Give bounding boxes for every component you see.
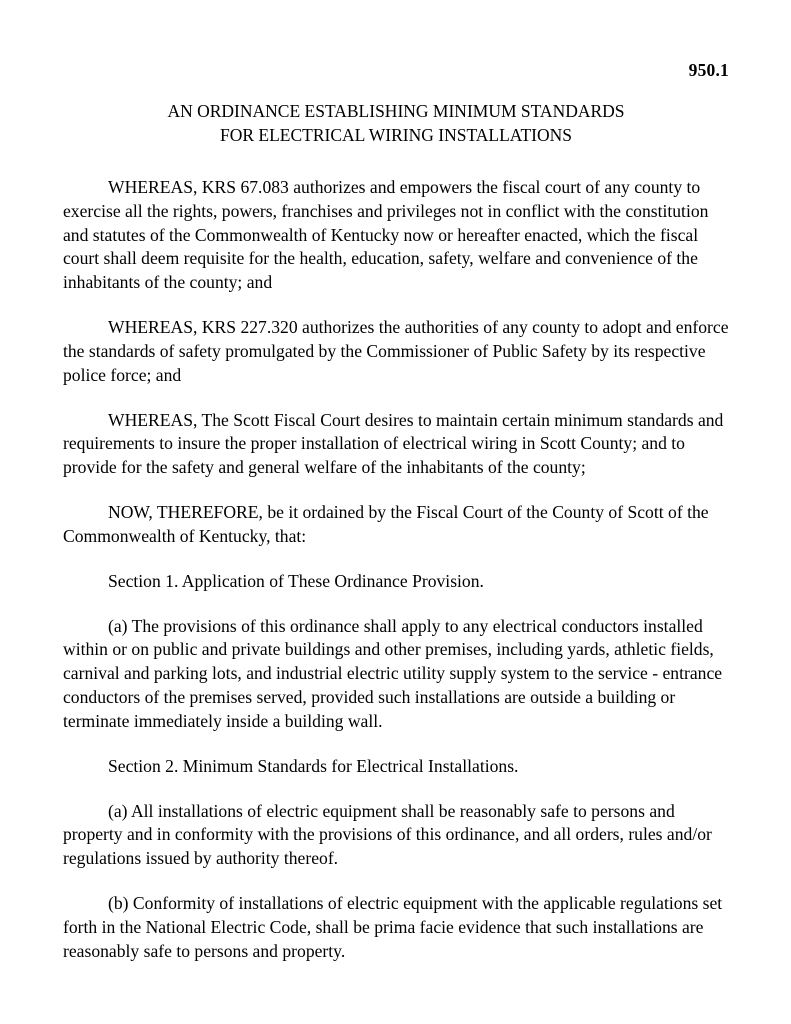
heading-section-2: Section 2. Minimum Standards for Electrical Installations. [108,755,519,776]
paragraph-whereas-1: WHEREAS, KRS 67.083 authorizes and empowers the fiscal court of any county to exercise all the rights, powers, franchises and privileges not in conflict with the constitution and statutes of the Commonwealth of Kentucky now or hereafter enacted, which the fiscal court shall deem requisite for the health, education, safety, welfare and convenience of the inhabitants of the county; and [63,176,709,293]
paragraph-whereas-2: WHEREAS, KRS 227.320 authorizes the authorities of any county to adopt and enforce the standards of safety promulgated by the Commissioner of Public Safety by its respective police force; and [63,317,729,385]
paragraph-whereas-3: WHEREAS, The Scott Fiscal Court desires to maintain certain minimum standards and requirements to insure the proper installation of electrical wiring in Scott County; and to provide for the safety and general welfare of the inhabitants of the county; [63,409,724,478]
paragraph-section-1-a: (a) The provisions of this ordinance shall apply to any electrical conductors installed within or on public and private buildings and other premises, including yards, athletic fields, carnival and parking lots, and industrial electric utility supply system to the service - entrance conductors of the premises served, provided such installations are outside a building or terminate immediately inside a building wall. [63,615,723,731]
paragraph-now-therefore: NOW, THEREFORE, be it ordained by the Fiscal Court of the County of Scott of the Commonwealth of Kentucky, that: [63,502,709,546]
paragraph-section-2-a: (a) All installations of electric equipment shall be reasonably safe to persons and property and in conformity with the provisions of this ordinance, and all orders, rules and/or regulations issued by authority thereof. [63,800,712,869]
paragraph-section-2-b: (b) Conformity of installations of electric equipment with the applicable regulations set forth in the National Electric Code, shall be prima facie evidence that such installations are reasonably safe to persons and property. [63,892,723,961]
document-title-line-1: AN ORDINANCE ESTABLISHING MINIMUM STANDARDS [167,101,625,121]
heading-section-1: Section 1. Application of These Ordinance Provision. [108,570,484,591]
page-number: 950.1 [688,60,729,80]
document-title-line-2: FOR ELECTRICAL WIRING INSTALLATIONS [220,124,572,145]
document-title [63,100,729,148]
document-body [63,100,729,963]
